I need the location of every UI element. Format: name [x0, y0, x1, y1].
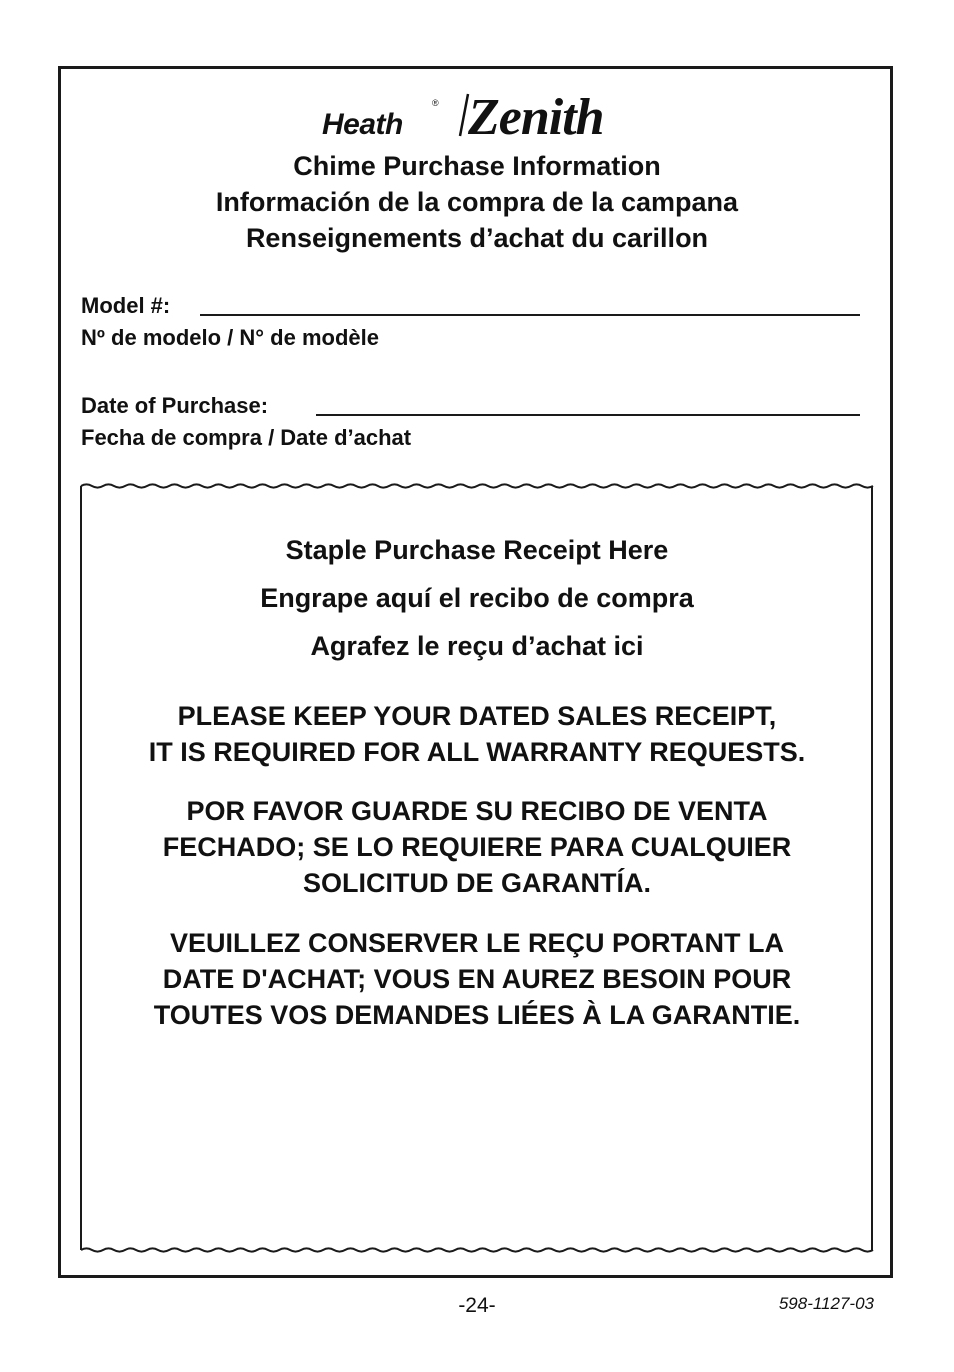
- notice-en-line-2: IT IS REQUIRED FOR ALL WARRANTY REQUESTS.: [148, 737, 806, 767]
- logo-registered-mark: ®: [432, 98, 439, 108]
- notice-fr-line-1: VEUILLEZ CONSERVER LE REÇU PORTANT LA: [169, 928, 785, 958]
- model-sublabel: Nº de modelo / N° de modèle: [81, 325, 379, 350]
- notice-es-line-2: FECHADO; SE LO REQUIERE PARA CUALQUIER: [162, 832, 792, 862]
- staple-instruction-en: Staple Purchase Receipt Here: [285, 535, 669, 565]
- receipt-wavy-top-edge: [81, 484, 873, 487]
- page-number: -24-: [458, 1294, 496, 1317]
- notice-es-line-3: SOLICITUD DE GARANTÍA.: [303, 868, 651, 898]
- title-spanish: Información de la compra de la campana: [215, 187, 739, 217]
- date-sublabel: Fecha de compra / Date d’achat: [81, 425, 412, 450]
- receipt-wavy-bottom-edge: [81, 1248, 873, 1251]
- notice-fr-line-3: TOUTES VOS DEMANDES LIÉES À LA GARANTIE.: [153, 1000, 801, 1030]
- notice-fr-line-2: DATE D'ACHAT; VOUS EN AUREZ BESOIN POUR: [162, 964, 792, 994]
- staple-instruction-fr: Agrafez le reçu d’achat ici: [310, 631, 644, 661]
- date-label: Date of Purchase:: [81, 393, 269, 418]
- model-blank-line[interactable]: [200, 314, 860, 316]
- model-label: Model #:: [81, 293, 171, 318]
- staple-instruction-es: Engrape aquí el recibo de compra: [260, 583, 694, 613]
- logo-zenith-text: Zenith: [468, 92, 604, 138]
- notice-en-line-1: PLEASE KEEP YOUR DATED SALES RECEIPT,: [177, 701, 777, 731]
- notice-es-line-1: POR FAVOR GUARDE SU RECIBO DE VENTA: [186, 796, 768, 826]
- title-english: Chime Purchase Information: [293, 151, 661, 181]
- document-code: 598-1127-03: [778, 1294, 874, 1313]
- logo-heath-text: Heath: [322, 108, 403, 138]
- logo-divider: [460, 94, 468, 136]
- title-french: Renseignements d’achat du carillon: [245, 223, 709, 253]
- heath-zenith-logo: [320, 92, 634, 138]
- date-blank-line[interactable]: [316, 414, 860, 416]
